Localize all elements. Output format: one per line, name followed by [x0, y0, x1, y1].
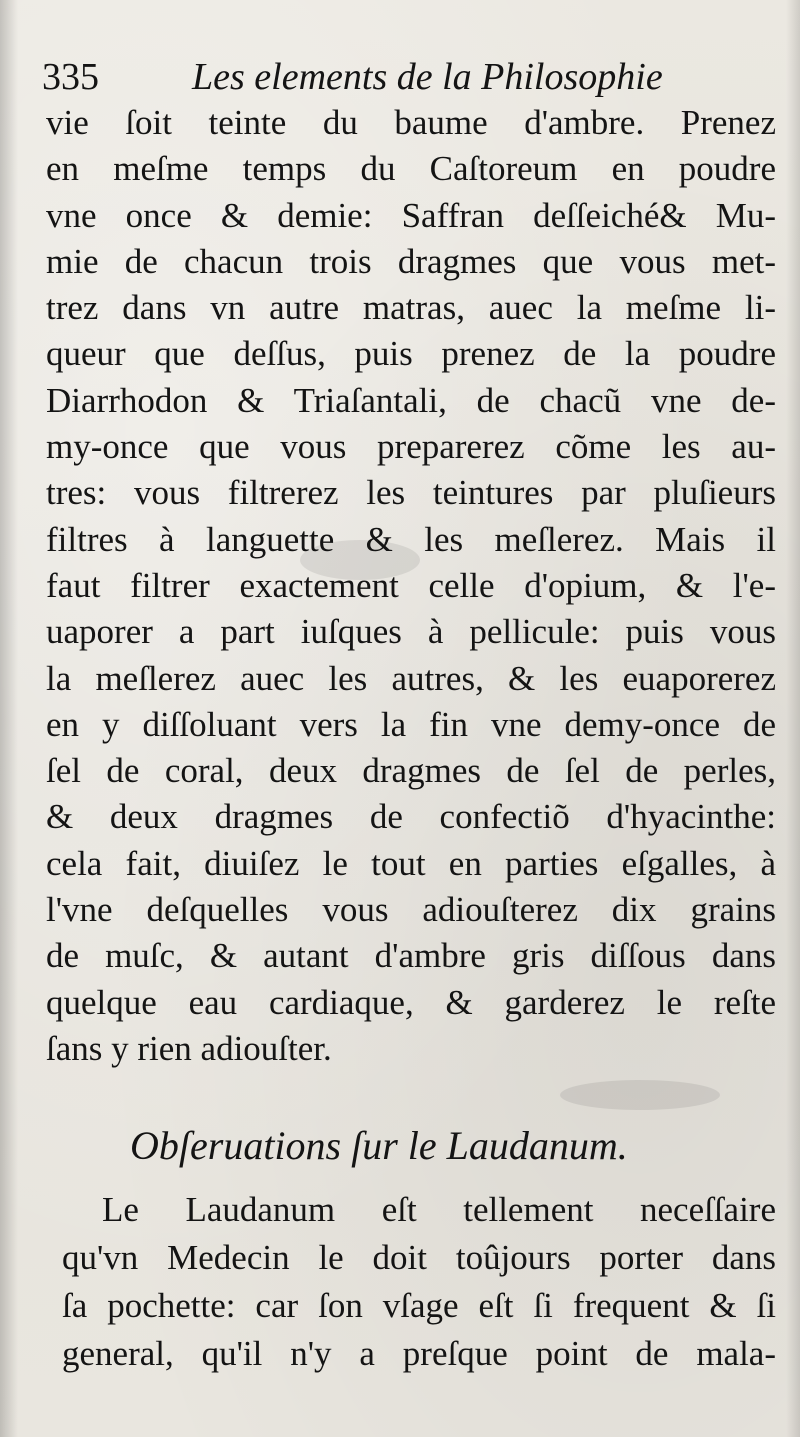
text-line: filtres à languette & les meſlerez. Mais il [46, 519, 776, 559]
text-line: trez dans vn autre matras, auec la meſme li- [46, 288, 776, 328]
text-line: faut filtrer exactement celle d'opium, & l'e- [46, 565, 776, 605]
text-line: queur que deſſus, puis prenez de la poudre [46, 334, 776, 374]
text-line: tres: vous filtrerez les teintures par pluſieurs [46, 473, 776, 513]
page-gutter-shadow [0, 0, 18, 1437]
text-line: ſa pochette: car ſon vſage eſt ſi frequent & ſi [62, 1286, 776, 1325]
text-line: cela fait, diuiſez le tout en parties eſgalles, à [46, 843, 776, 883]
body-paragraph [62, 1186, 776, 1378]
text-line: mie de chacun trois dragmes que vous met- [46, 241, 776, 281]
text-line: l'vne deſquelles vous adiouſterez dix grains [46, 890, 776, 930]
text-line: uaporer a part iuſques à pellicule: puis vous [46, 612, 776, 652]
text-line: en y diſſoluant vers la fin vne demy-once de [46, 704, 776, 744]
text-line: ſans y rien adiouſter. [46, 1028, 332, 1068]
text-line: Le Laudanum eſt tellement neceſſaire [102, 1190, 776, 1229]
text-line: vne once & demie: Saffran deſſeiché& Mu- [46, 195, 776, 235]
text-line: la meſlerez auec les autres, & les euaporerez [46, 658, 776, 698]
text-line: general, qu'il n'y a preſque point de mala- [62, 1334, 776, 1373]
page-edge-shadow [786, 0, 800, 1437]
text-line: de muſc, & autant d'ambre gris diſſous dans [46, 936, 776, 976]
running-title: Les elements de la Philosophie [192, 56, 663, 98]
text-line: & deux dragmes de confectiõ d'hyacinthe: [46, 797, 776, 837]
text-line: ſel de coral, deux dragmes de ſel de perles, [46, 751, 776, 791]
text-line: Diarrhodon & Triaſantali, de chacũ vne de- [46, 380, 776, 420]
text-line: my-once que vous preparerez cõme les au- [46, 427, 776, 467]
body-paragraph [46, 100, 776, 1072]
text-line: en meſme temps du Caſtoreum en poudre [46, 149, 776, 189]
text-line: quelque eau cardiaque, & garderez le reſte [46, 982, 776, 1022]
paper-stain [560, 1080, 720, 1110]
text-line: qu'vn Medecin le doit toûjours porter dans [62, 1238, 776, 1277]
page-number: 335 [42, 56, 99, 98]
page-header [42, 52, 772, 102]
text-line: vie ſoit teinte du baume d'ambre. Prenez [46, 103, 776, 142]
section-heading: Obſeruations ſur le Laudanum. [130, 1123, 628, 1168]
